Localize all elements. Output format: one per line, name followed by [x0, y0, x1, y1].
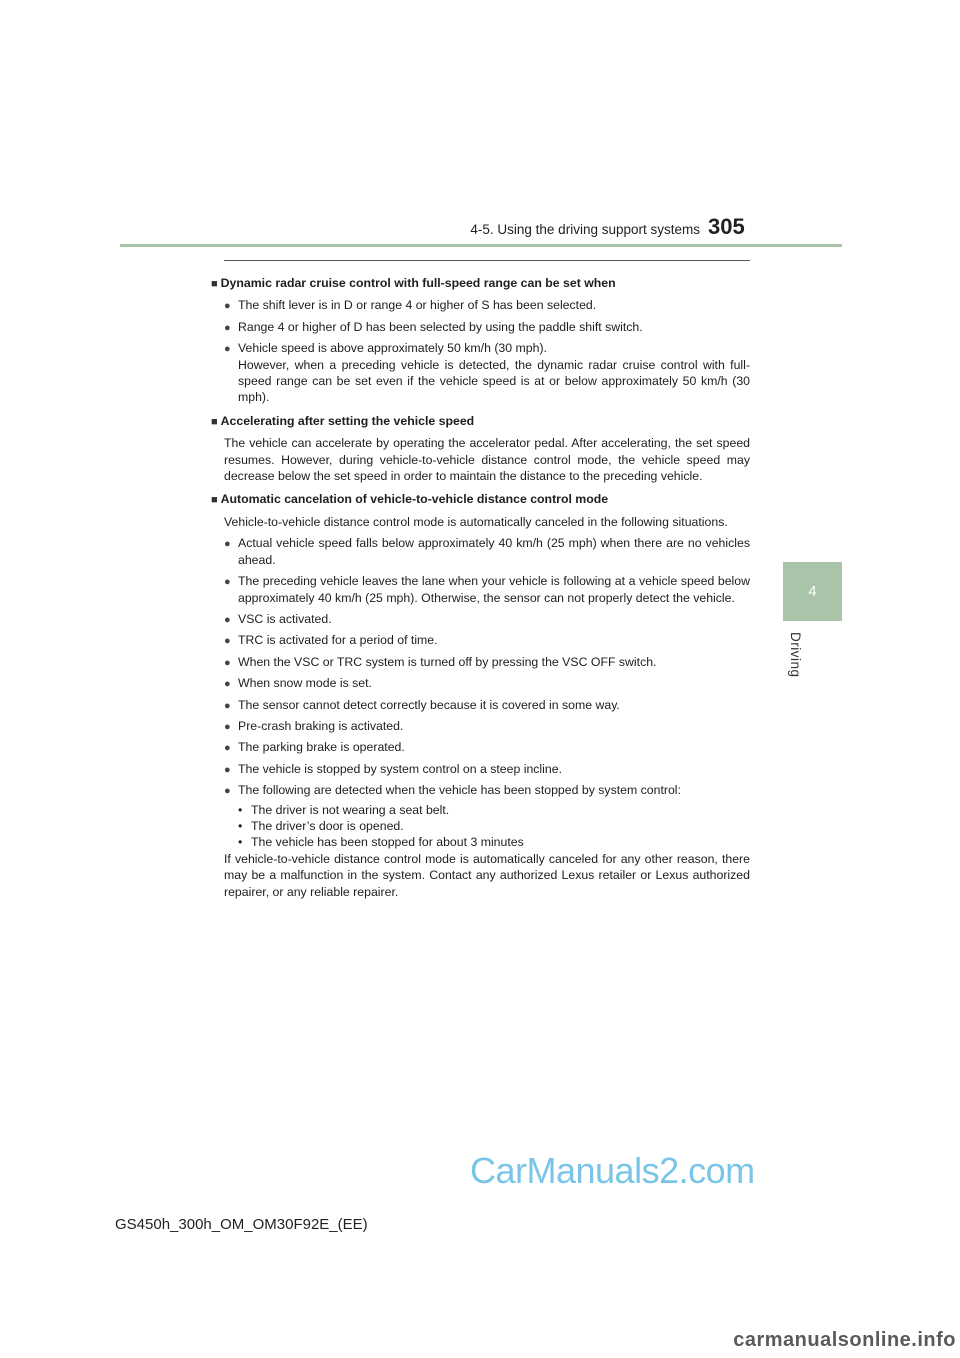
page-number: 305 [708, 214, 745, 239]
list-item-text: When snow mode is set. [238, 676, 372, 691]
chapter-label: Driving [788, 632, 803, 678]
chapter-tab[interactable]: 4 [783, 562, 842, 621]
sub-list-item [224, 802, 750, 818]
list-item [224, 297, 750, 313]
sub-list-item-text: The driver is not wearing a seat belt. [251, 802, 450, 817]
list-item [224, 697, 750, 713]
bullet-icon: ● [224, 720, 231, 733]
list-item [224, 611, 750, 627]
sub-list-item-text: The vehicle has been stopped for about 3 minutes [251, 835, 524, 850]
sub-bullet-icon: • [238, 835, 243, 850]
bullet-icon: ● [224, 678, 231, 691]
section-title: Automatic cancelation of vehicle-to-vehicle distance control mode [220, 492, 609, 507]
list-item-text: The preceding vehicle leaves the lane when your vehicle is following at a vehicle speed below approximately 40 km/h (25 mph). Otherwise, the sensor can not properly detect the vehicle. [238, 574, 750, 605]
list-item-text: The following are detected when the vehicle has been stopped by system control: [238, 783, 681, 798]
list-item [224, 782, 750, 798]
list-item [224, 340, 750, 406]
square-marker-icon: ■ [211, 278, 218, 290]
bullet-icon: ● [224, 613, 231, 626]
bottom-watermark-bar [0, 1318, 960, 1358]
site-watermark-text: CarManuals2.com [470, 1150, 755, 1191]
list-item-text: Vehicle speed is above approximately 50 km/h (30 mph). [238, 341, 547, 356]
content-top-rule [224, 260, 750, 261]
section-title: Accelerating after setting the vehicle speed [220, 413, 475, 428]
square-marker-icon: ■ [211, 494, 218, 507]
list-item-text: The sensor cannot detect correctly because it is covered in some way. [238, 697, 620, 712]
sub-list-item-text: The driver’s door is opened. [251, 818, 404, 833]
sub-bullet-icon: • [238, 818, 243, 833]
sub-bullet-icon: • [238, 802, 243, 817]
list-item-text: The shift lever is in D or range 4 or higher of S has been selected. [238, 298, 597, 313]
bullet-icon: ● [224, 742, 231, 755]
list-item-note: However, when a preceding vehicle is detected, the dynamic radar cruise control with full-speed range can be set even if the vehicle speed is at or below approximately 50 km/h (30 mph). [238, 357, 750, 405]
square-marker-icon: ■ [211, 415, 218, 428]
bullet-icon: ● [224, 321, 231, 334]
list-item [224, 319, 750, 335]
list-item [224, 761, 750, 777]
section-heading [211, 491, 750, 508]
list-item-text: The parking brake is operated. [238, 740, 405, 755]
sub-list-item [224, 834, 750, 850]
list-item [224, 535, 750, 568]
section-heading [211, 413, 750, 430]
bullet-icon: ● [224, 763, 231, 776]
site-watermark[interactable] [470, 1150, 760, 1198]
list-item [224, 739, 750, 755]
list-item-text: Actual vehicle speed falls below approximately 40 km/h (25 mph) when there are no vehicles ahead. [238, 536, 750, 567]
paragraph: The vehicle can accelerate by operating the accelerator pedal. After accelerating, the set speed resumes. However, during vehicle-to-vehicle distance control mode, the vehicle speed may decrease below the set speed in order to maintain the distance to the preceding vehicle. [224, 436, 750, 484]
list-item [224, 718, 750, 734]
list-item-text: Range 4 or higher of D has been selected by using the paddle shift switch. [238, 319, 643, 334]
bullet-icon: ● [224, 300, 231, 313]
list-item [224, 573, 750, 606]
list-item [224, 632, 750, 648]
bullet-icon: ● [224, 576, 231, 589]
document-code: GS450h_300h_OM_OM30F92E_(EE) [115, 1216, 368, 1233]
list-item [224, 675, 750, 691]
section-title: Dynamic radar cruise control with full-speed range can be set when [220, 276, 616, 290]
bullet-icon: ● [224, 656, 231, 669]
running-header-title: 4-5. Using the driving support systems [470, 222, 700, 237]
bullet-icon: ● [224, 538, 231, 551]
section-heading [211, 275, 750, 292]
bullet-icon: ● [224, 635, 231, 648]
list-item-text: The vehicle is stopped by system control on a steep incline. [238, 761, 562, 776]
closing-paragraph: If vehicle-to-vehicle distance control mode is automatically canceled for any other reason, there may be a malfunction in the system. Contact any authorized Lexus retailer or Lexus authorized repairer, or any reliable repairer. [224, 851, 750, 899]
bullet-icon: ● [224, 343, 231, 356]
paragraph: Vehicle-to-vehicle distance control mode is automatically canceled in the following situations. [224, 514, 728, 529]
main-content [211, 268, 750, 905]
header-rule [120, 244, 842, 247]
list-item-text: Pre-crash braking is activated. [238, 718, 404, 733]
bottom-watermark-text[interactable]: carmanualsonline.info [733, 1329, 956, 1351]
bullet-icon: ● [224, 699, 231, 712]
list-item-text: When the VSC or TRC system is turned off by pressing the VSC OFF switch. [238, 654, 657, 669]
list-item-text: VSC is activated. [238, 611, 332, 626]
bullet-icon: ● [224, 785, 231, 798]
list-item-text: TRC is activated for a period of time. [238, 633, 438, 648]
list-item [224, 654, 750, 670]
sub-list-item [224, 818, 750, 834]
